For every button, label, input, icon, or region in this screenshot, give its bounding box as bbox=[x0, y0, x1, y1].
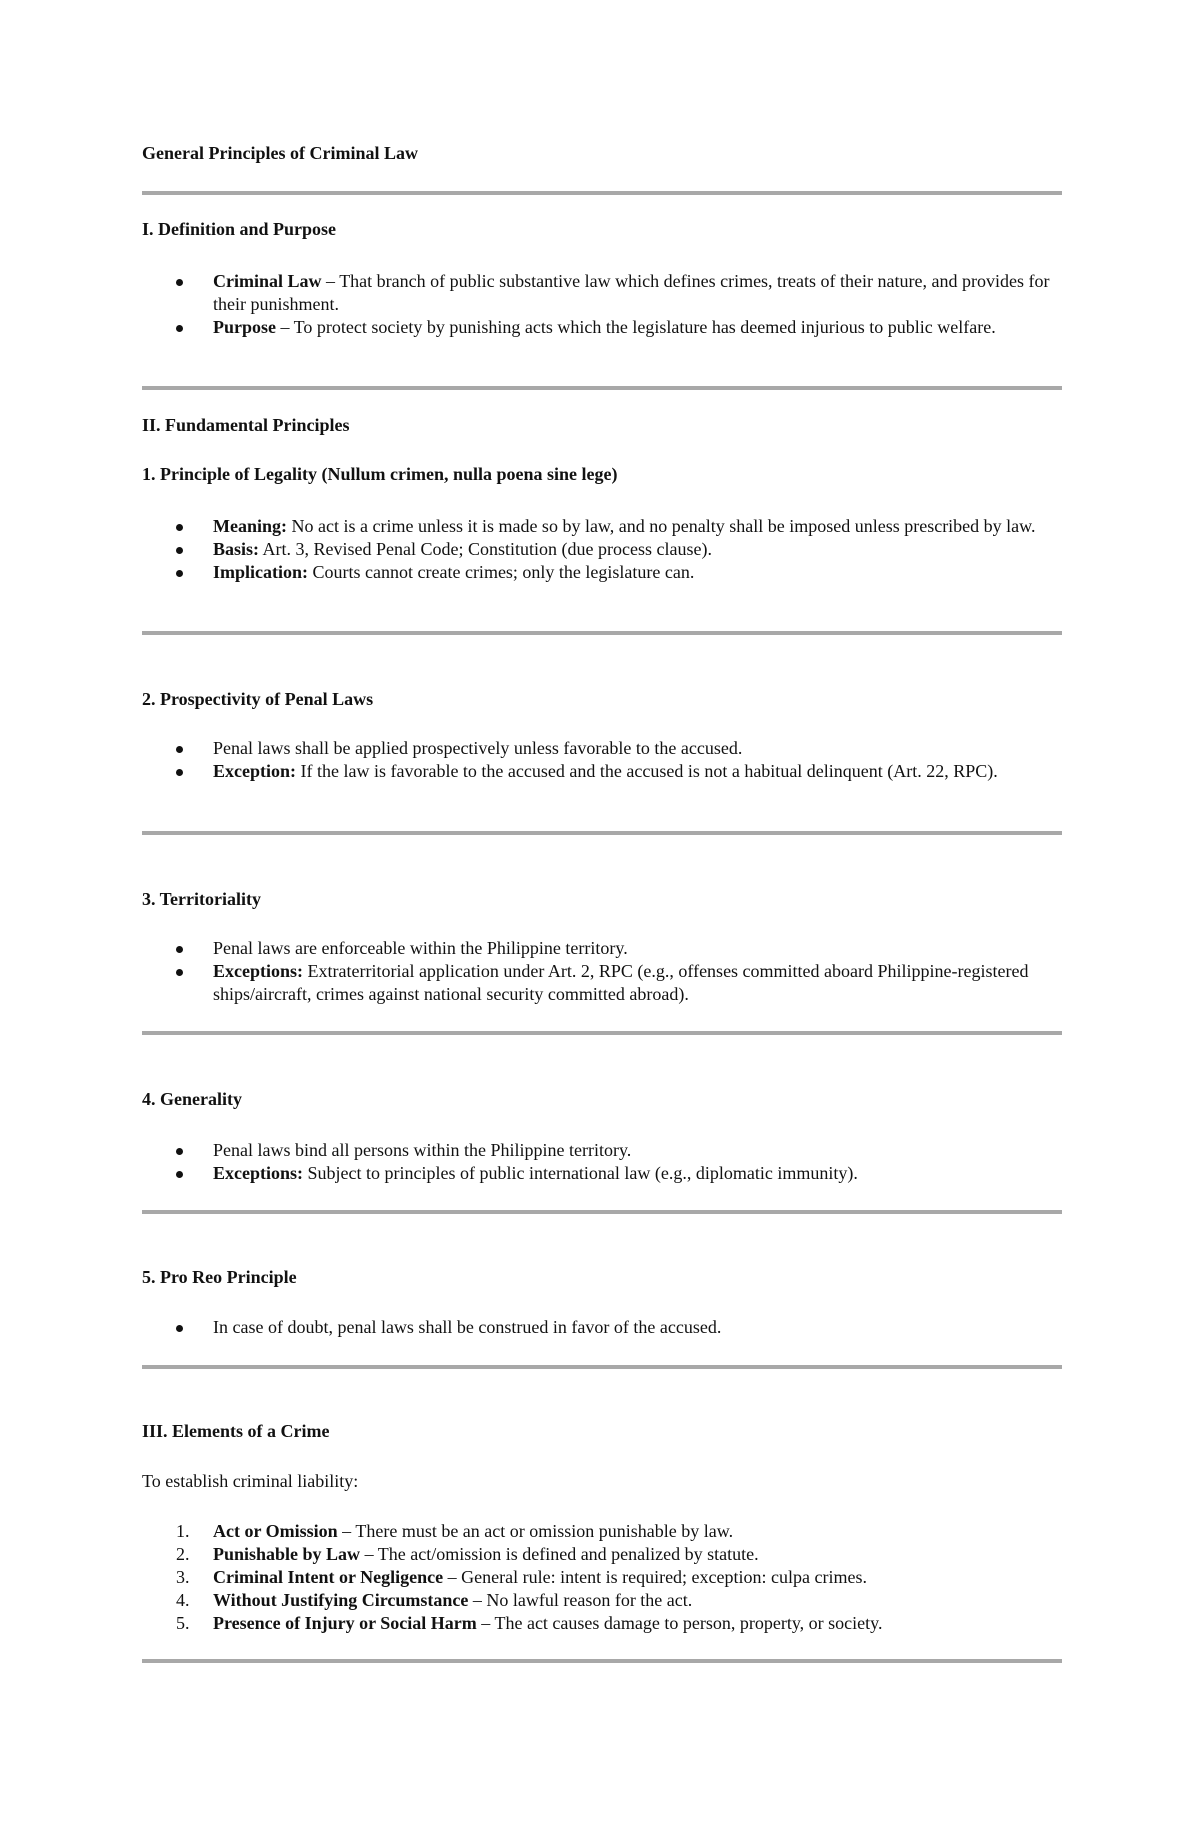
section-heading: II. Fundamental Principles bbox=[142, 415, 350, 435]
list-item bbox=[142, 1162, 1062, 1185]
item-text: – There must be an act or omission punishable by law. bbox=[337, 1521, 734, 1541]
item-text: – That branch of public substantive law which defines crimes, treats of their nature, and provides for their punishment. bbox=[213, 271, 1050, 314]
list-item bbox=[142, 1612, 1062, 1635]
item-text: Penal laws are enforceable within the Philippine territory. bbox=[213, 938, 628, 958]
item-number: 5. bbox=[176, 1613, 190, 1633]
item-label: Punishable by Law bbox=[213, 1544, 361, 1564]
generality-list bbox=[142, 1139, 1062, 1185]
item-text: – General rule: intent is required; exception: culpa crimes. bbox=[443, 1567, 867, 1587]
item-text: Extraterritorial application under Art. 2, RPC (e.g., offenses committed aboard Philippine-registered ships/aircraft, crimes against national security committed abroad). bbox=[213, 961, 1029, 1004]
list-item bbox=[142, 737, 1062, 760]
bullet-icon bbox=[176, 746, 183, 753]
item-text: No act is a crime unless it is made so by law, and no penalty shall be imposed unless prescribed by law. bbox=[287, 516, 1036, 536]
item-text: In case of doubt, penal laws shall be construed in favor of the accused. bbox=[213, 1317, 722, 1337]
subsection-heading: 5. Pro Reo Principle bbox=[142, 1267, 297, 1287]
legality-list bbox=[142, 515, 1062, 584]
section-heading: I. Definition and Purpose bbox=[142, 219, 337, 239]
item-label: Exceptions: bbox=[213, 961, 303, 981]
definition-list bbox=[142, 270, 1062, 339]
list-item bbox=[142, 937, 1062, 960]
subsection-territoriality bbox=[142, 888, 1062, 911]
item-label: Purpose bbox=[213, 317, 276, 337]
bullet-icon bbox=[176, 570, 183, 577]
bullet-icon bbox=[176, 769, 183, 776]
list-item bbox=[142, 1139, 1062, 1162]
item-text: Penal laws shall be applied prospectively unless favorable to the accused. bbox=[213, 738, 743, 758]
item-label: Criminal Intent or Negligence bbox=[213, 1567, 444, 1587]
item-text: – No lawful reason for the act. bbox=[468, 1590, 693, 1610]
bullet-icon bbox=[176, 1171, 183, 1178]
list-item bbox=[142, 1589, 1062, 1612]
item-label: Meaning: bbox=[213, 516, 287, 536]
document-title: General Principles of Criminal Law bbox=[142, 143, 418, 163]
divider bbox=[142, 1659, 1062, 1663]
item-label: Exception: bbox=[213, 761, 296, 781]
item-label: Basis: bbox=[213, 539, 260, 559]
item-number: 1. bbox=[176, 1521, 190, 1541]
list-item bbox=[142, 1543, 1062, 1566]
bullet-icon bbox=[176, 325, 183, 332]
list-item bbox=[142, 960, 1062, 1006]
item-label: Criminal Law bbox=[213, 271, 322, 291]
item-label: Act or Omission bbox=[213, 1521, 338, 1541]
item-text: – The act causes damage to person, property, or society. bbox=[476, 1613, 883, 1633]
item-number: 2. bbox=[176, 1544, 190, 1564]
item-label: Without Justifying Circumstance bbox=[213, 1590, 469, 1610]
section-definition bbox=[142, 218, 1062, 241]
territoriality-list bbox=[142, 937, 1062, 1006]
item-text: Subject to principles of public international law (e.g., diplomatic immunity). bbox=[303, 1163, 858, 1183]
divider bbox=[142, 191, 1062, 195]
bullet-icon bbox=[176, 279, 183, 286]
divider bbox=[142, 1031, 1062, 1035]
subsection-heading: 1. Principle of Legality (Nullum crimen, nulla poena sine lege) bbox=[142, 464, 618, 484]
bullet-icon bbox=[176, 547, 183, 554]
item-number: 3. bbox=[176, 1567, 190, 1587]
item-text: If the law is favorable to the accused and the accused is not a habitual delinquent (Art. 22, RPC). bbox=[296, 761, 998, 781]
subsection-prospectivity bbox=[142, 688, 1062, 711]
bullet-icon bbox=[176, 969, 183, 976]
bullet-icon bbox=[176, 1148, 183, 1155]
list-item bbox=[142, 538, 1062, 561]
subsection-heading: 4. Generality bbox=[142, 1089, 242, 1109]
subsection-heading: 3. Territoriality bbox=[142, 889, 261, 909]
subsection-heading: 2. Prospectivity of Penal Laws bbox=[142, 689, 374, 709]
item-label: Implication: bbox=[213, 562, 309, 582]
section-fundamental bbox=[142, 414, 1062, 437]
elements-list bbox=[142, 1520, 1062, 1635]
item-text: Courts cannot create crimes; only the legislature can. bbox=[308, 562, 695, 582]
pro-reo-list bbox=[142, 1316, 1062, 1339]
divider bbox=[142, 1210, 1062, 1214]
bullet-icon bbox=[176, 946, 183, 953]
subsection-pro-reo bbox=[142, 1266, 1062, 1289]
list-item bbox=[142, 270, 1062, 316]
list-item bbox=[142, 1520, 1062, 1543]
list-item bbox=[142, 1316, 1062, 1339]
elements-intro: To establish criminal liability: bbox=[142, 1471, 359, 1491]
divider bbox=[142, 831, 1062, 835]
item-text: – The act/omission is defined and penalized by statute. bbox=[360, 1544, 759, 1564]
list-item bbox=[142, 515, 1062, 538]
bullet-icon bbox=[176, 1325, 183, 1332]
prospectivity-list bbox=[142, 737, 1062, 783]
list-item bbox=[142, 1566, 1062, 1589]
section-heading: III. Elements of a Crime bbox=[142, 1421, 330, 1441]
item-text: Penal laws bind all persons within the Philippine territory. bbox=[213, 1140, 632, 1160]
item-label: Exceptions: bbox=[213, 1163, 303, 1183]
list-item bbox=[142, 760, 1062, 783]
item-text: Art. 3, Revised Penal Code; Constitution (due process clause). bbox=[259, 539, 712, 559]
list-item bbox=[142, 316, 1062, 339]
item-text: – To protect society by punishing acts which the legislature has deemed injurious to public welfare. bbox=[276, 317, 996, 337]
bullet-icon bbox=[176, 524, 183, 531]
divider bbox=[142, 1365, 1062, 1369]
subsection-generality bbox=[142, 1088, 1062, 1111]
divider bbox=[142, 386, 1062, 390]
list-item bbox=[142, 561, 1062, 584]
subsection-legality bbox=[142, 463, 1062, 486]
section-elements bbox=[142, 1420, 1062, 1443]
item-number: 4. bbox=[176, 1590, 190, 1610]
item-label: Presence of Injury or Social Harm bbox=[213, 1613, 477, 1633]
divider bbox=[142, 631, 1062, 635]
